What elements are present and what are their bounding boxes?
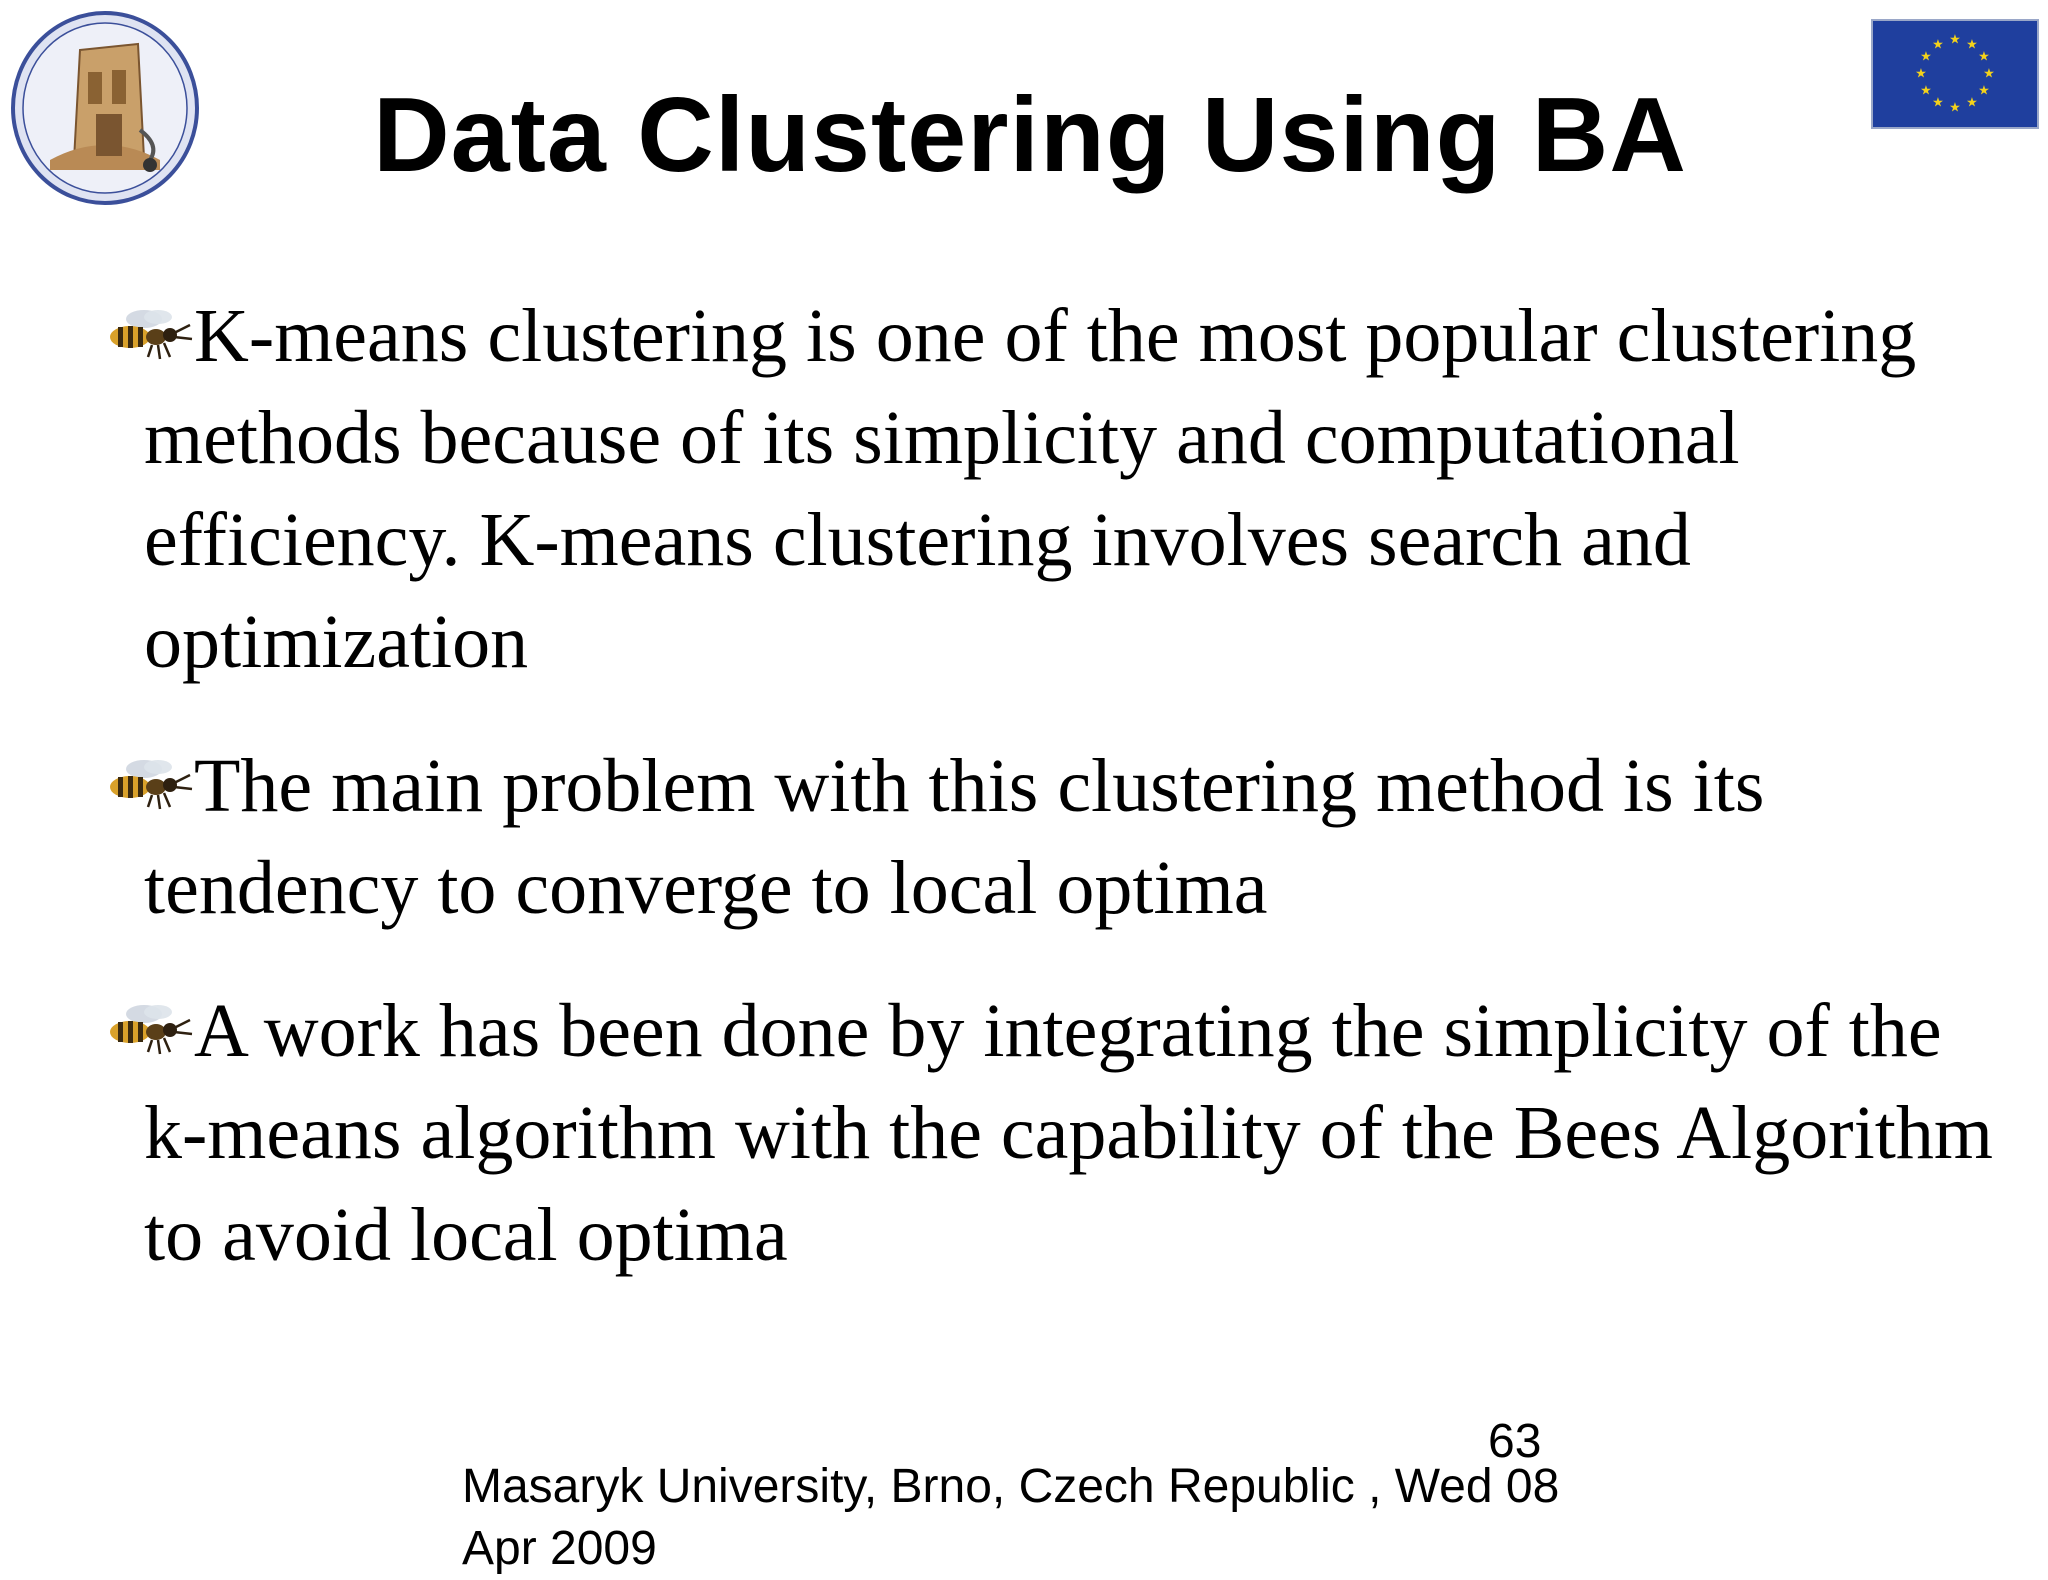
bullet-item xyxy=(104,735,2004,939)
bullet-text: K-means clustering is one of the most popular clustering methods because of its simplicity and computational efficiency. K-means clustering involves search and optimization xyxy=(144,294,1917,684)
bullet-item xyxy=(104,285,2004,693)
svg-text:★: ★ xyxy=(1949,32,1961,48)
svg-text:★: ★ xyxy=(1978,49,1990,65)
svg-text:★: ★ xyxy=(1915,66,1927,82)
bee-icon xyxy=(104,749,194,813)
bee-icon xyxy=(104,299,194,363)
bullet-item xyxy=(104,980,2004,1286)
svg-text:★: ★ xyxy=(1978,83,1990,99)
bee-icon xyxy=(104,994,194,1058)
svg-text:★: ★ xyxy=(1932,95,1944,111)
slide-title: Data Clustering Using BA xyxy=(373,76,1687,194)
bullet-text: The main problem with this clustering method is its tendency to converge to local optima xyxy=(144,744,1765,930)
page-number: 63 xyxy=(1488,1415,1542,1468)
svg-text:★: ★ xyxy=(1966,37,1978,53)
svg-text:★: ★ xyxy=(1920,83,1932,99)
footer-text: Masaryk University, Brno, Czech Republic , Wed 08 Apr 2009 xyxy=(462,1460,1560,1575)
svg-text:★: ★ xyxy=(1932,37,1944,53)
svg-text:★: ★ xyxy=(1949,100,1961,116)
svg-text:★: ★ xyxy=(1983,66,1995,82)
svg-text:★: ★ xyxy=(1920,49,1932,65)
bullet-text: A work has been done by integrating the simplicity of the k-means algorithm with the capability of the Bees Algorithm to avoid local optima xyxy=(144,989,1993,1277)
svg-text:★: ★ xyxy=(1966,95,1978,111)
